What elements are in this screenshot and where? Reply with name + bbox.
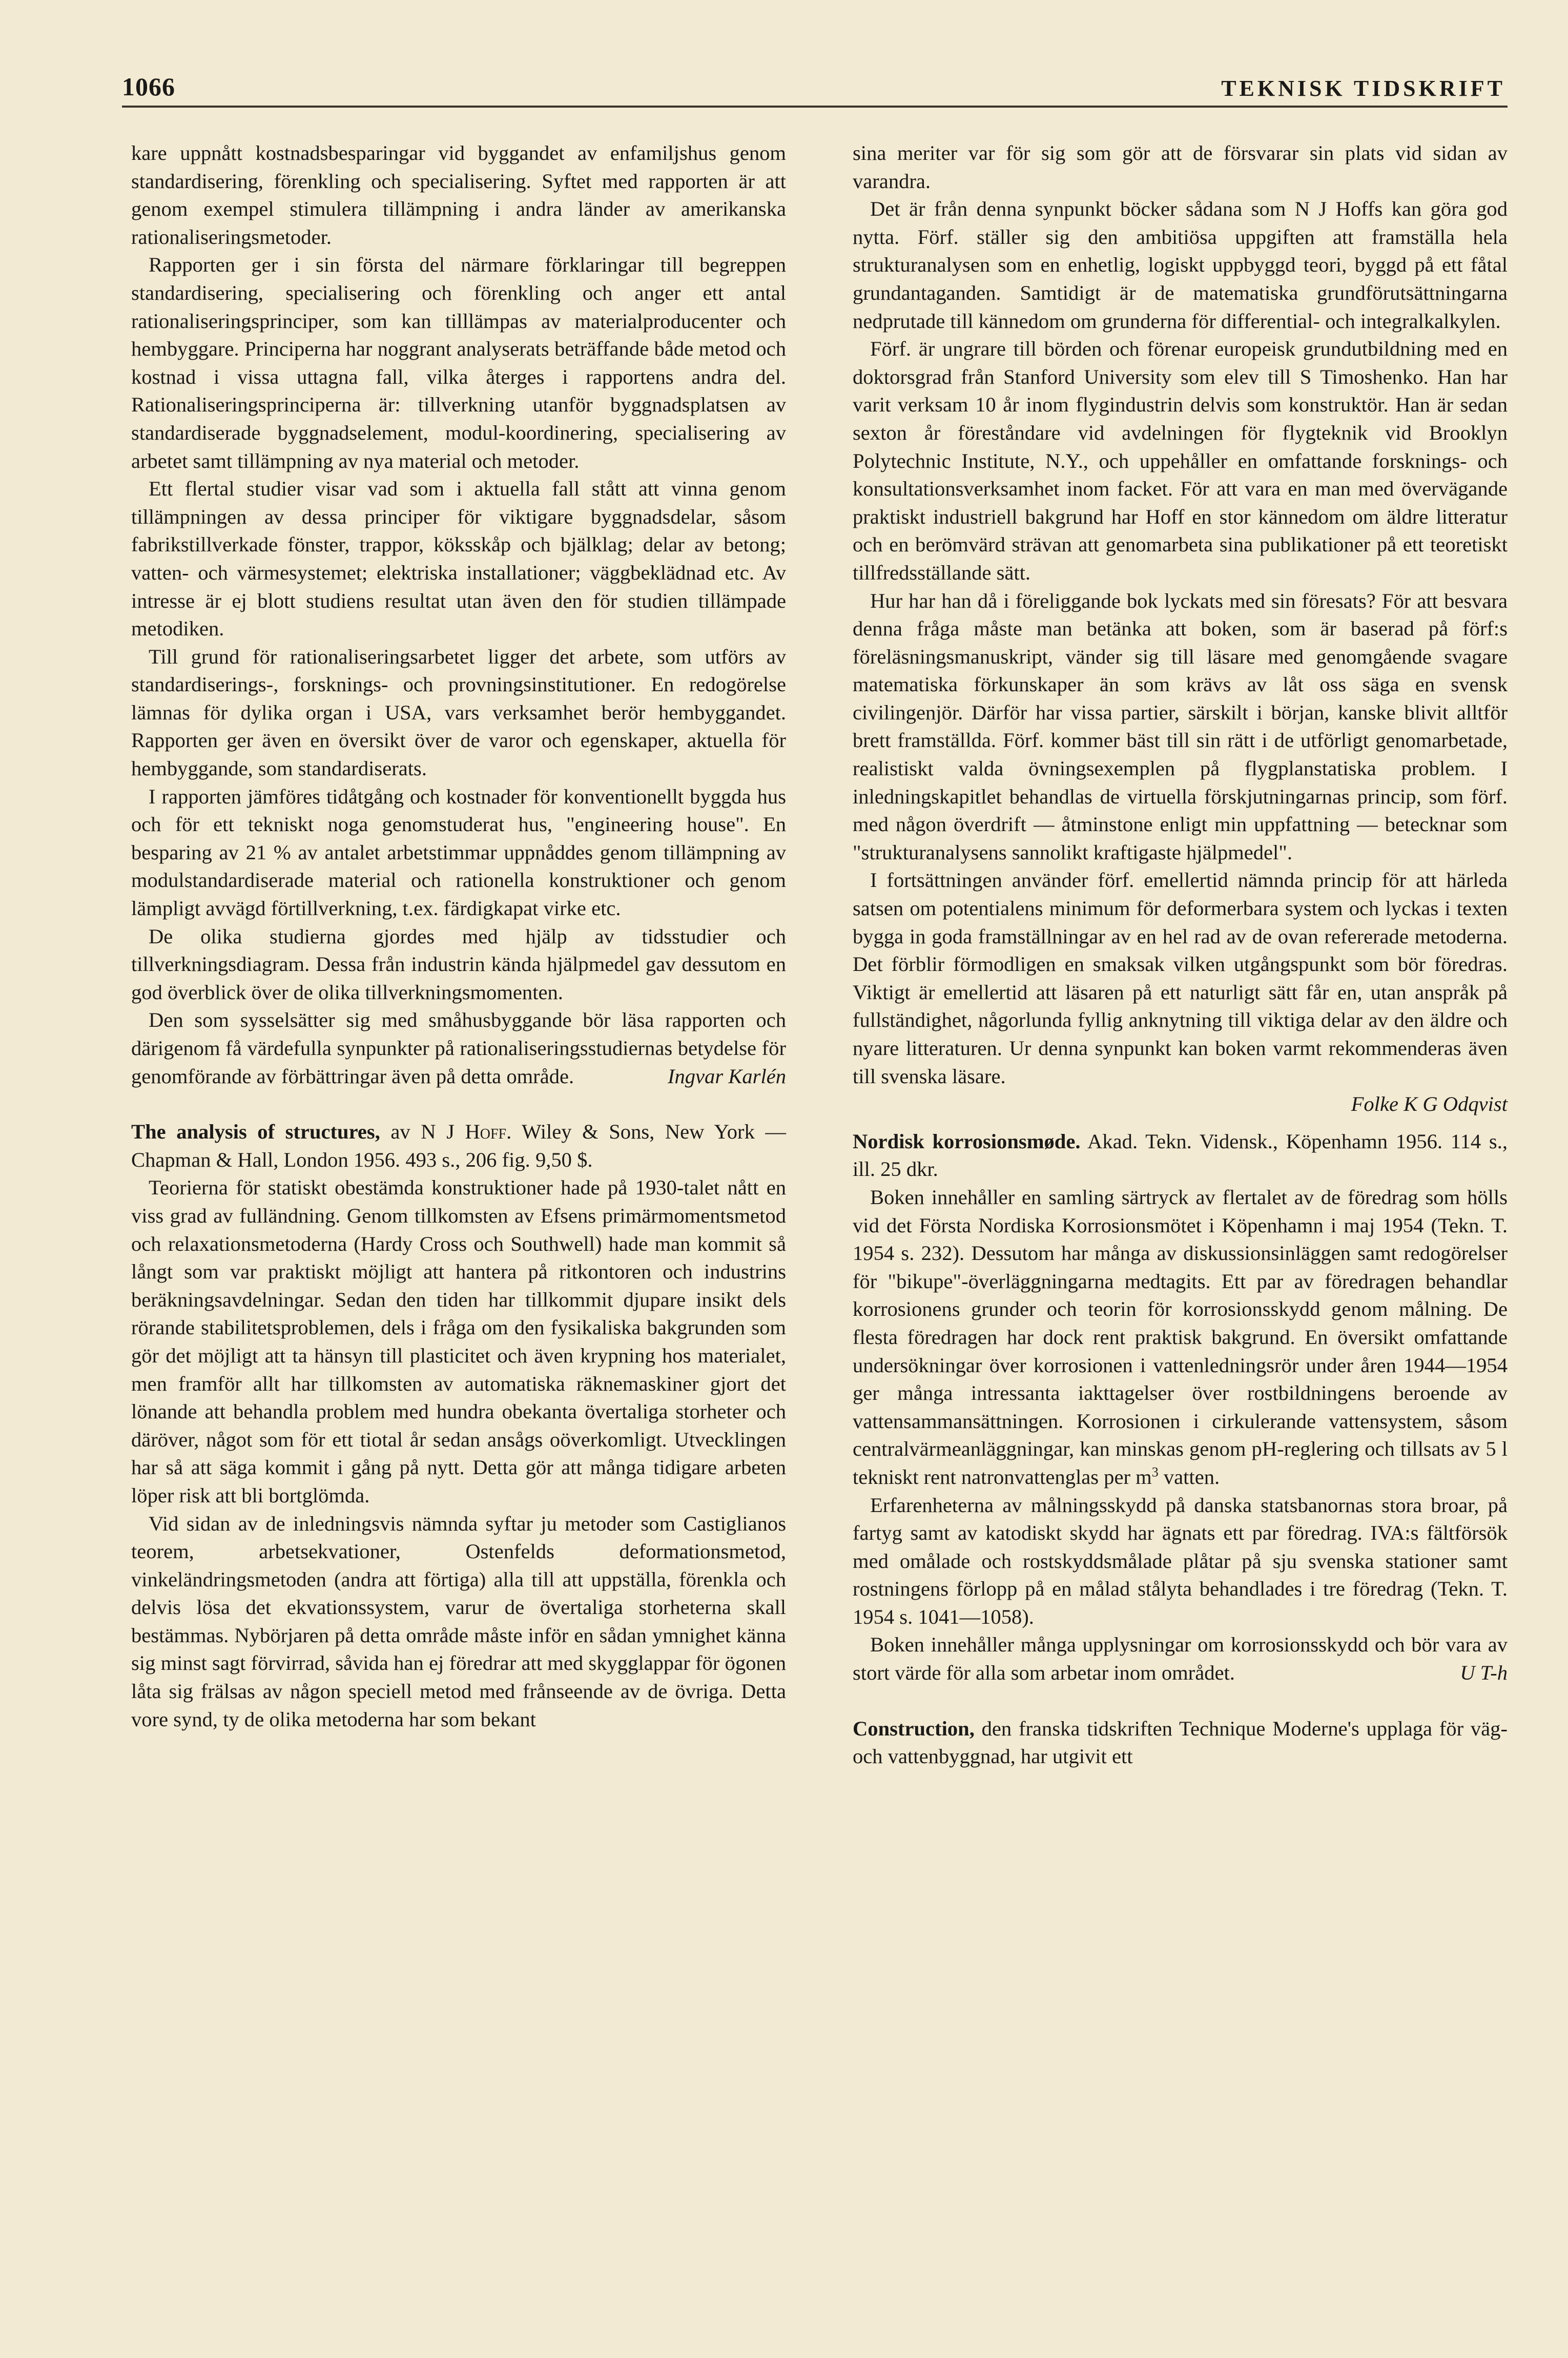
review2-paragraph-2: Vid sidan av de inledningsvis nämnda syftar ju metoder som Castiglianos teorem, arbetsekvationer, Ostenfelds deformationsmetod, vinkeländringsmetoden (andra att förtiga) alla till att uppställa, förenkla och delvis lösa det ekvationssystem, varur de övertaliga storheterna skall bestämmas. Nybörjaren på detta område måste inför en sådan ymnighet känna sig minst sagt förvirrad, såvida han ej föredrar att med skygglappar för ögonen låta sig frälsas av någon speciell metod med frånseende av de övriga. Detta vore synd, ty de olika metoderna har som bekant bbox=[131, 1512, 786, 1731]
review2-paragraph-6: Hur har han då i föreliggande bok lyckats med sin föresats? För att besvara denna fråga måste man betänka att boken, som är baserad på förf:s föreläsningsmanuskript, vänder sig till läsare med genomgående svagare matematiska förkunskaper än som krävs av låt oss säga en svensk civilingenjör. Därför har vissa partier, särskilt i början, kanske blivit alltför brett framställda. Förf. kommer bäst till sin rätt i de utförligt genomarbetade, realistiskt valda övningsexemplen på flygplanstatiska problem. I inledningskapitlet behandlas de virtuella förskjutningarnas princip, som förf. med någon överdrift — åtminstone enligt min uppfattning — betecknar som "strukturanalysens sannolikt kraftigaste hjälpmedel". bbox=[853, 589, 1508, 864]
page-header bbox=[122, 60, 1505, 101]
review3-title: Nordisk korrosionsmøde. bbox=[853, 1129, 1081, 1153]
left-column bbox=[131, 139, 786, 1733]
header-rule bbox=[122, 106, 1508, 108]
review2-paragraph-3: sina meriter var för sig som gör att de försvarar sin plats vid sidan av varandra. bbox=[853, 141, 1508, 193]
review2-paragraph-7: I fortsättningen använder förf. emellertid nämnda princip för att härleda satsen om potentialens minimum för deformerbara system och lyckas i texten bygga in goda framställningar av en hel rad av de ovan refererade metoderna. Det förblir förmodligen en smaksak vilken utgångspunkt som bör föredras. Viktigt är emellertid att läsaren på ett naturligt sätt får en, utan anspråk på fullständighet, någorlunda fyllig anknytning till viktiga delar av den äldre och nyare litteraturen. Ur denna synpunkt kan boken varmt rekommenderas även till svenska läsare. bbox=[853, 868, 1508, 1088]
review2-title: The analysis of structures, bbox=[131, 1120, 380, 1144]
review1-paragraph-6: De olika studierna gjordes med hjälp av tidsstudier och tillverkningsdiagram. Dessa från industrin kända hjälpmedel gav dessutom en god överblick över de olika tillverkningsmomenten. bbox=[131, 924, 786, 1004]
review1-paragraph-3: Ett flertal studier visar vad som i aktuella fall stått att vinna genom tillämpningen av dessa principer för viktigare byggnadsdelar, såsom fabrikstillverkade fönster, trappor, köksskåp och bjälklag; delar av betong; vatten- och värmesystemet; elektriska installationer; väggbeklädnad etc. Av intresse är ej blott studiens resultat utan även den för studien tillämpade metodiken. bbox=[131, 477, 786, 640]
review3-paragraph-1-end: vatten. bbox=[1158, 1465, 1220, 1488]
review2-publisher: . Wiley & Sons, New York — Chapman & Hall, London 1956. 493 s., 206 fig. 9,50 $. bbox=[131, 1120, 786, 1171]
review1-paragraph-1: kare uppnått kostnadsbesparingar vid byggandet av enfamiljshus genom standardisering, förenkling och specialisering. Syftet med rapporten är att genom exempel stimulera tillämpning i andra länder av amerikanska rationaliseringsmetoder. bbox=[131, 141, 786, 249]
review1-paragraph-2: Rapporten ger i sin första del närmare förklaringar till begreppen standardisering, specialisering och förenkling och anger ett antal rationaliseringsprinciper, som kan tilllämpas av materialproducenter och hembyggare. Principerna har noggrant analyserats beträffande både metod och kostnad i vissa uttagna fall, vilka återges i rapportens andra del. Rationaliseringsprinciperna är: tillverkning utanför byggnadsplatsen av standardiserade byggnadselement, modul-koordinering, specialisering av arbetet samt tillämpning av nya material och metoder. bbox=[131, 253, 786, 472]
journal-title: TEKNISK TIDSKRIFT bbox=[1221, 76, 1505, 101]
review1-paragraph-7-text: Den som sysselsätter sig med småhusbyggande bör läsa rapporten och därigenom få värdefulla synpunkter på rationaliseringsstudiernas betydelse för genomförande av förbättringar även på detta område. bbox=[131, 1008, 786, 1088]
review3-paragraph-1 bbox=[853, 1184, 1508, 1492]
review2-heading bbox=[131, 1118, 786, 1174]
review3-paragraph-3 bbox=[853, 1631, 1508, 1687]
review3-heading bbox=[853, 1128, 1508, 1184]
superscript-3: 3 bbox=[1151, 1464, 1159, 1480]
right-column bbox=[853, 139, 1508, 1771]
review2-paragraph-1: Teorierna för statiskt obestämda konstruktioner hade på 1930-talet nått en viss grad av fulländning. Genom tillkomsten av Efsens primärmomentsmetod och relaxationsmetoderna (Hardy Cross och Southwell) hade man kommit så långt som var praktiskt möjligt att hantera på ritkontoren och industrins beräkningsavdelningar. Sedan den tiden har tillkommit djupare insikt dels rörande stabilitetsproblemen, dels i fråga om den fysikaliska bakgrunden som gör det möjligt att ta hänsyn till plasticitet och även krypning hos materialet, men framför allt har tillkomsten av automatiska räknemaskiner gjort det lönande att behandla problem med hundra obekanta övertaliga storheter och däröver, något som för ett tiotal år sedan ansågs oöverkomligt. Utvecklingen har så att säga kommit i gång på nytt. Detta gör att många tidigare arbeten löper risk att bli bortglömda. bbox=[131, 1176, 786, 1507]
page-number: 1066 bbox=[122, 72, 175, 101]
review2-author-name: Hoff bbox=[465, 1120, 507, 1144]
review4-text: den franska tidskriften Technique Moderne's upplaga för väg- och vattenbyggnad, har utgivit ett bbox=[853, 1716, 1508, 1768]
review2-signature: Folke K G Odqvist bbox=[1351, 1092, 1508, 1116]
review2-author-prefix: av N J bbox=[390, 1120, 455, 1144]
review1-paragraph-7 bbox=[131, 1006, 786, 1090]
review3-paragraph-1-text: Boken innehåller en samling särtryck av flertalet av de föredrag som hölls vid det Första Nordiska Korrosionsmötet i Köpenhamn i maj 1954 (Tekn. T. 1954 s. 232). Dessutom har många av diskussionsinläggen samt redogörelser för "bikupe"-överläggningarna medtagits. Ett par av föredragen behandlar korrosionens grunder och teorin för korrosionsskydd genom målning. De flesta föredragen har dock rent praktisk bakgrund. En översikt omfattande undersökningar över korrosionen i vattenledningsrör under åren 1944—1954 ger många intressanta iakttagelser över rostbildningens beroende av vattensammansättningen. Korrosionen i cirkulerande vattensystem, såsom centralvärmeanläggningar, kan minskas genom pH-reglering och tillsats av 5 l tekniskt rent natronvattenglas per m bbox=[853, 1185, 1508, 1488]
review2-paragraph-4: Det är från denna synpunkt böcker sådana som N J Hoffs kan göra god nytta. Förf. ställer sig den ambitiösa uppgiften att framställa hela strukturanalysen som en enhetlig, logiskt uppbyggd teori, byggd på ett fåtal grundantaganden. Samtidigt är de matematiska grundförutsättningarna nedprutade till kännedom om grunderna för differential- och integralkalkylen. bbox=[853, 197, 1508, 333]
review4-title: Construction, bbox=[853, 1716, 975, 1740]
review1-signature: Ingvar Karlén bbox=[667, 1064, 786, 1088]
review3-paragraph-3-text: Boken innehåller många upplysningar om korrosionsskydd och bör vara av stort värde för alla som arbetar inom området. bbox=[853, 1633, 1508, 1685]
review3-signature: U T-h bbox=[1460, 1661, 1508, 1685]
review1-paragraph-5: I rapporten jämföres tidåtgång och kostnader för konventionellt byggda hus och för ett tekniskt noga genomstuderat hus, "engineering house". En besparing av 21 % av antalet arbetstimmar uppnåddes genom tillämpning av modulstandardiserade material och rationella konstruktioner och genom lämpligt avvägd förtillverkning, t.ex. färdigkapat virke etc. bbox=[131, 784, 786, 920]
review3-paragraph-2: Erfarenheterna av målningsskydd på danska statsbanornas stora broar, på fartyg samt av katodiskt skydd har ägnats ett par föredrag. IVA:s fältförsök med omålade och rostskyddsmålade plåtar på sju svenska stationer samt rostningens förlopp på en målad stålyta behandlades i tre föredrag (Tekn. T. 1954 s. 1041—1058). bbox=[853, 1493, 1508, 1628]
review3-meta: Akad. Tekn. Vidensk., Köpenhamn 1956. 114 s., ill. 25 dkr. bbox=[853, 1129, 1508, 1181]
review2-paragraph-5: Förf. är ungrare till börden och förenar europeisk grundutbildning med en doktorsgrad från Stanford University som elev till S Timoshenko. Han har varit verksam 10 år inom flygindustrin delvis som konstruktör. Han är sedan sexton år föreståndare vid avdelningen för flygteknik vid Brooklyn Polytechnic Institute, N.Y., och uppehåller en omfattande forsknings- och konsultationsverksamhet inom facket. För att vara en man med övervägande praktiskt industriell bakgrund har Hoff en stor kännedom om äldre litteratur och en berömvärd strävan att genomarbeta sina publikationer på ett teoretiskt tillfredsställande sätt. bbox=[853, 337, 1508, 584]
review4-paragraph bbox=[853, 1715, 1508, 1771]
review1-paragraph-4: Till grund för rationaliseringsarbetet ligger det arbete, som utförs av standardiserings-, forsknings- och provningsinstitutioner. En redogörelse lämnas för dylika organ i USA, vars verksamhet berör hembyggandet. Rapporten ger även en översikt över de varor och egenskaper, aktuella för hembyggande, som standardiserats. bbox=[131, 645, 786, 780]
